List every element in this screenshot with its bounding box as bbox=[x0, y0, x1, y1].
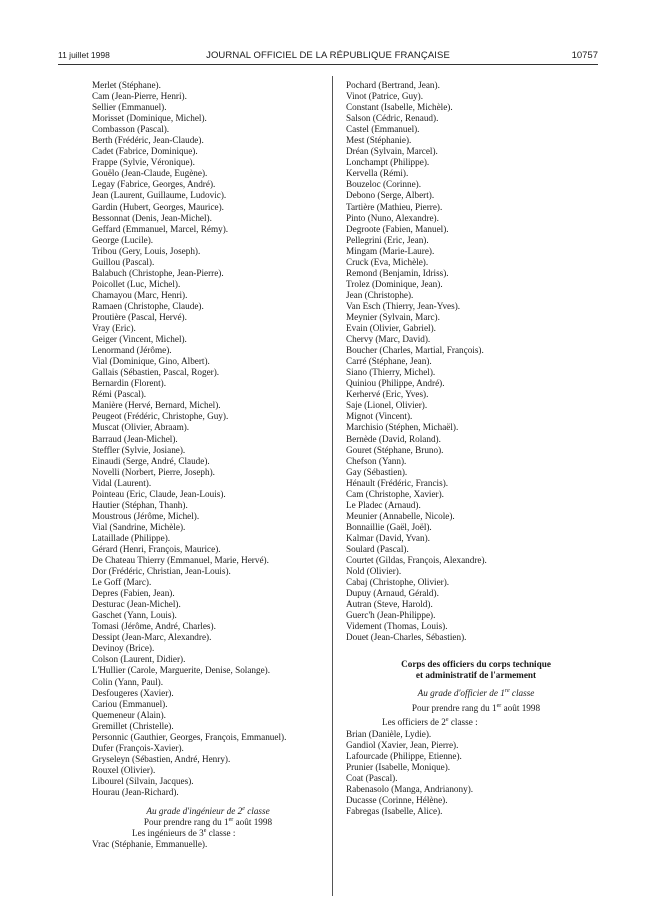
name-entry: Hénault (Frédéric, Francis). bbox=[346, 477, 449, 488]
name-entry: Novelli (Norbert, Pierre, Joseph). bbox=[92, 466, 215, 477]
name-entry: Rouxel (Olivier). bbox=[92, 764, 156, 775]
name-entry: Nold (Olivier). bbox=[346, 566, 402, 577]
name-entry: Salson (Cédric, Renaud). bbox=[346, 113, 439, 124]
name-entry: Rémi (Pascal). bbox=[92, 389, 147, 400]
name-entry: Evain (Olivier, Gabriel). bbox=[346, 323, 436, 334]
name-entry: Lafourcade (Philippe, Etienne). bbox=[346, 750, 462, 761]
name-entry: Videment (Thomas, Louis). bbox=[346, 621, 448, 632]
name-entry: Vidal (Laurent). bbox=[92, 477, 152, 488]
name-entry: Dufer (François-Xavier). bbox=[92, 742, 184, 753]
name-entry: Tartière (Mathieu, Pierre). bbox=[346, 201, 443, 212]
name-entry: Desturac (Jean-Michel). bbox=[92, 599, 181, 610]
name-entry: Van Esch (Thierry, Jean-Yves). bbox=[346, 300, 461, 311]
name-entry: Carré (Stéphane, Jean). bbox=[346, 356, 432, 367]
spacer bbox=[346, 680, 606, 688]
name-entry: Autran (Steve, Harold). bbox=[346, 599, 433, 610]
name-entry: Marchisio (Stéphen, Michaël). bbox=[346, 422, 459, 433]
name-entry: Meynier (Sylvain, Marc). bbox=[346, 311, 440, 322]
name-entry: George (Lucile). bbox=[92, 234, 154, 245]
name-entry: L'Hullier (Carole, Marguerite, Denise, Solange). bbox=[92, 665, 271, 676]
name-entry: Le Goff (Marc). bbox=[92, 577, 152, 588]
name-entry: Saje (Lionel, Olivier). bbox=[346, 400, 428, 411]
name-entry: Hourau (Jean-Richard). bbox=[92, 787, 179, 797]
name-entry: Courtet (Gildas, François, Alexandre). bbox=[346, 555, 487, 566]
name-entry: Mingam (Marie-Laure). bbox=[346, 245, 435, 256]
name-entry: Cabaj (Christophe, Olivier). bbox=[346, 577, 450, 588]
left-after-list bbox=[92, 839, 324, 850]
name-entry: Remond (Benjamin, Idriss). bbox=[346, 267, 449, 278]
name-entry: Guillou (Pascal). bbox=[92, 256, 155, 267]
name-entry: Chefson (Yann). bbox=[346, 455, 407, 466]
name-entry: Poicollet (Luc, Michel). bbox=[92, 278, 181, 289]
right-column bbox=[346, 80, 606, 817]
name-entry: Bernède (David, Roland). bbox=[346, 433, 441, 444]
right-name-list bbox=[346, 80, 606, 643]
right-class-line: Les officiers de 2e classe : bbox=[382, 717, 478, 728]
name-entry: Mest (Stéphanie). bbox=[346, 135, 412, 146]
name-entry: Gay (Sébastien). bbox=[346, 466, 408, 477]
name-entry: Prunier (Isabelle, Monique). bbox=[346, 761, 451, 772]
name-entry: Rabenasolo (Manga, Andrianony). bbox=[346, 783, 474, 794]
name-entry: Gandiol (Xavier, Jean, Pierre). bbox=[346, 739, 459, 750]
name-entry: Pointeau (Eric, Claude, Jean-Louis). bbox=[92, 488, 226, 499]
name-entry: Siano (Thierry, Michel). bbox=[346, 367, 436, 378]
name-entry: Einaudi (Serge, André, Claude). bbox=[92, 455, 210, 466]
left-class-line: Les ingénieurs de 3e classe : bbox=[132, 828, 236, 839]
name-entry: Kervella (Rémi). bbox=[346, 168, 409, 179]
name-entry: Jean (Laurent, Guillaume, Ludovic). bbox=[92, 190, 227, 201]
name-entry: Cariou (Emmanuel). bbox=[92, 698, 168, 709]
name-entry: Boucher (Charles, Martial, François). bbox=[346, 345, 484, 356]
journal-title: JOURNAL OFFICIEL DE LA RÉPUBLIQUE FRANÇAISE bbox=[206, 50, 450, 61]
name-entry: Ducasse (Corinne, Hélène). bbox=[346, 794, 448, 805]
name-entry: Kalmar (David, Yvan). bbox=[346, 532, 430, 543]
name-entry: Proutière (Pascal, Hervé). bbox=[92, 311, 187, 322]
name-entry: Personnic (Gauthier, Georges, François, Emmanuel). bbox=[92, 731, 287, 742]
left-column bbox=[92, 80, 324, 850]
name-entry: Geffard (Emmanuel, Marcel, Rémy). bbox=[92, 223, 229, 234]
name-entry: Vinot (Patrice, Guy). bbox=[346, 91, 424, 102]
name-entry: Steffler (Sylvie, Josiane). bbox=[92, 444, 186, 455]
name-entry: Bessonnat (Denis, Jean-Michel). bbox=[92, 212, 212, 223]
name-entry: Moustrous (Jérôme, Michel). bbox=[92, 510, 200, 521]
name-entry: Bernardin (Florent). bbox=[92, 378, 166, 389]
name-entry: Lenormand (Jérôme). bbox=[92, 345, 172, 356]
name-entry: Mignot (Vincent). bbox=[346, 411, 413, 422]
section-title bbox=[346, 659, 606, 680]
page-header bbox=[58, 50, 598, 64]
name-entry: Vray (Eric). bbox=[92, 323, 136, 334]
name-entry: Pellegrini (Eric, Jean). bbox=[346, 234, 429, 245]
name-entry: Gryseleyn (Sébastien, André, Henry). bbox=[92, 753, 231, 764]
name-entry: Fabregas (Isabelle, Alice). bbox=[346, 805, 443, 816]
name-entry: Balabuch (Christophe, Jean-Pierre). bbox=[92, 267, 224, 278]
name-entry: Soulard (Pascal). bbox=[346, 543, 409, 554]
name-entry: Chervy (Marc, David). bbox=[346, 334, 431, 345]
name-entry: Quiniou (Philippe, André). bbox=[346, 378, 445, 389]
name-entry: Dor (Frédéric, Christian, Jean-Louis). bbox=[92, 566, 231, 577]
name-entry: Lataillade (Philippe). bbox=[92, 532, 171, 543]
name-entry: Cruck (Eva, Michèle). bbox=[346, 256, 429, 267]
name-entry: Ramaen (Christophe, Claude). bbox=[92, 300, 204, 311]
name-entry: Pinto (Nuno, Alexandre). bbox=[346, 212, 439, 223]
name-entry: Hautier (Stéphan, Thanh). bbox=[92, 499, 188, 510]
name-entry: Cam (Christophe, Xavier). bbox=[346, 488, 444, 499]
name-entry: Libourel (Silvain, Jacques). bbox=[92, 775, 194, 786]
name-entry: Tribou (Gery, Louis, Joseph). bbox=[92, 245, 201, 256]
name-entry: Pochard (Bertrand, Jean). bbox=[346, 80, 440, 90]
name-entry: Geiger (Vincent, Michel). bbox=[92, 334, 187, 345]
name-entry: Gremillet (Christelle). bbox=[92, 720, 174, 731]
name-entry: Guerc'h (Jean-Philippe). bbox=[346, 610, 436, 621]
name-entry: Gouret (Stéphane, Bruno). bbox=[346, 444, 444, 455]
header-date: 11 juillet 1998 bbox=[58, 50, 110, 60]
name-entry: Constant (Isabelle, Michèle). bbox=[346, 102, 453, 113]
name-entry: Vial (Sandrine, Michèle). bbox=[92, 521, 186, 532]
name-entry: Manière (Hervé, Bernard, Michel). bbox=[92, 400, 221, 411]
name-entry: Degroote (Fabien, Manuel). bbox=[346, 223, 449, 234]
name-entry: Peugeot (Frédéric, Christophe, Guy). bbox=[92, 411, 229, 422]
right-grade-heading: Au grade d'officier de 1re classe bbox=[417, 688, 535, 699]
name-entry: Meunier (Annabelle, Nicole). bbox=[346, 510, 455, 521]
name-entry: Colin (Yann, Paul). bbox=[92, 676, 164, 687]
name-entry: Dupuy (Arnaud, Gérald). bbox=[346, 588, 439, 599]
name-entry: Dréan (Sylvain, Marcel). bbox=[346, 146, 438, 157]
name-entry: Jean (Christophe). bbox=[346, 289, 414, 300]
name-entry: Cam (Jean-Pierre, Henri). bbox=[92, 91, 187, 102]
name-entry: Depres (Fabien, Jean). bbox=[92, 588, 175, 599]
name-entry: Brian (Danièle, Lydie). bbox=[346, 728, 432, 739]
left-rank-date: Pour prendre rang du 1er août 1998 bbox=[143, 817, 273, 828]
name-entry: Tomasi (Jérôme, André, Charles). bbox=[92, 621, 216, 632]
name-entry: Devinoy (Brice). bbox=[92, 643, 155, 654]
name-entry: Colson (Laurent, Didier). bbox=[92, 654, 186, 665]
name-entry: Combasson (Pascal). bbox=[92, 124, 170, 135]
section-title-line-1: Corps des officiers du corps technique bbox=[401, 659, 551, 670]
name-entry: Cadet (Fabrice, Dominique). bbox=[92, 146, 198, 157]
name-entry: Gallais (Sébastien, Pascal, Roger). bbox=[92, 367, 220, 378]
page-number: 10757 bbox=[571, 50, 598, 61]
name-entry: Castel (Emmanuel). bbox=[346, 124, 420, 135]
name-entry: Douet (Jean-Charles, Sébastien). bbox=[346, 632, 467, 643]
name-entry: Sellier (Emmanuel). bbox=[92, 102, 167, 113]
header-rule bbox=[58, 64, 598, 65]
name-entry: Trolez (Dominique, Jean). bbox=[346, 278, 443, 289]
name-entry: De Chateau Thierry (Emmanuel, Marie, Hervé). bbox=[92, 555, 269, 566]
name-entry: Dessipt (Jean-Marc, Alexandre). bbox=[92, 632, 212, 643]
name-entry: Morisset (Dominique, Michel). bbox=[92, 113, 207, 124]
name-entry: Vial (Dominique, Gino, Albert). bbox=[92, 356, 210, 367]
left-grade-heading: Au grade d'ingénieur de 2e classe bbox=[146, 805, 270, 817]
right-rank-date: Pour prendre rang du 1er août 1998 bbox=[411, 703, 541, 714]
name-entry: Bouzeloc (Corinne). bbox=[346, 179, 422, 190]
section-title-line-2: et administratif de l'armement bbox=[415, 669, 537, 680]
name-entry: Vrac (Stéphanie, Emmanuelle). bbox=[92, 839, 208, 850]
name-entry: Chamayou (Marc, Henri). bbox=[92, 289, 188, 300]
name-entry: Gaschet (Yann, Louis). bbox=[92, 610, 177, 621]
name-entry: Merlet (Stéphane). bbox=[92, 80, 161, 90]
name-entry: Lonchampt (Philippe). bbox=[346, 157, 430, 168]
name-entry: Frappe (Sylvie, Véronique). bbox=[92, 157, 195, 168]
spacer bbox=[92, 798, 324, 806]
name-entry: Coat (Pascal). bbox=[346, 772, 398, 783]
name-entry: Gouëlo (Jean-Claude, Eugène). bbox=[92, 168, 208, 179]
name-entry: Gardin (Hubert, Georges, Maurice). bbox=[92, 201, 224, 212]
right-after-list bbox=[346, 729, 606, 817]
name-entry: Barraud (Jean-Michel). bbox=[92, 433, 178, 444]
name-entry: Desfougeres (Xavier). bbox=[92, 687, 174, 698]
name-entry: Berth (Frédéric, Jean-Claude). bbox=[92, 135, 204, 146]
name-entry: Gérard (Henri, François, Maurice). bbox=[92, 543, 221, 554]
name-entry: Le Pladec (Arnaud). bbox=[346, 499, 421, 510]
name-entry: Quemeneur (Alain). bbox=[92, 709, 166, 720]
left-name-list bbox=[92, 80, 324, 798]
name-entry: Bonnaillie (Gaël, Joël). bbox=[346, 521, 432, 532]
column-divider bbox=[332, 76, 333, 896]
name-entry: Debono (Serge, Albert). bbox=[346, 190, 435, 201]
name-entry: Muscat (Olivier, Abraam). bbox=[92, 422, 190, 433]
name-entry: Kerhervé (Eric, Yves). bbox=[346, 389, 429, 400]
name-entry: Legay (Fabrice, Georges, André). bbox=[92, 179, 216, 190]
